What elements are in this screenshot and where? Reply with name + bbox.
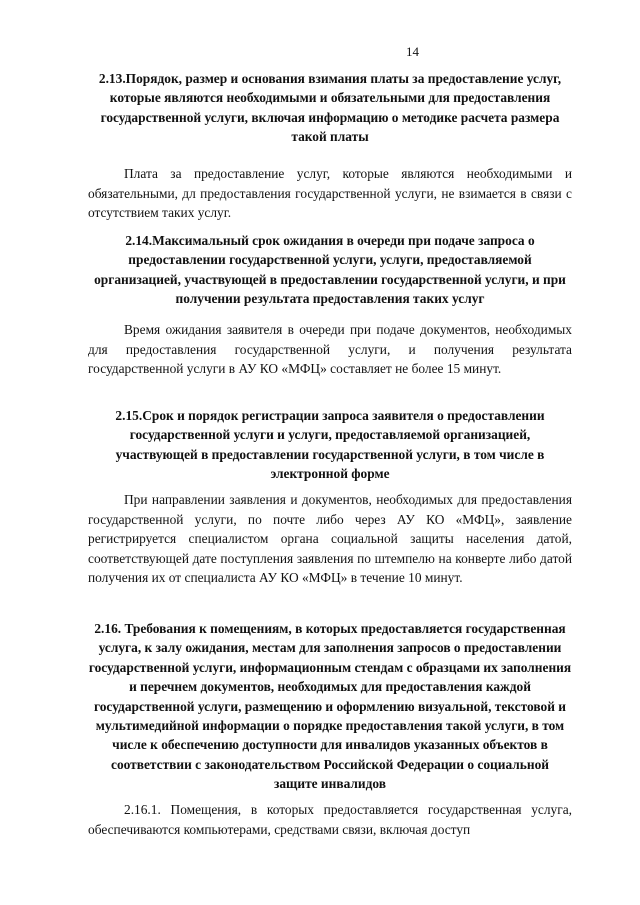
page-number: 14 [406,44,419,59]
section-2-15-heading: 2.15.Срок и порядок регистрации запроса заявителя о предоставлении государственной услуги и услуги, предоставляемой организацией, участвующей в предоставлении государственной услуги, в том числе в электронной форме [115,408,545,482]
section-2-14-heading: 2.14.Максимальный срок ожидания в очереди при подаче запроса о предоставлении государственной услуги, услуги, предоставляемой организацией, участвующей в предоставлении государственной услуги, и при получении результата предоставления таких услуг [94,233,566,307]
section-2-13-paragraph: Плата за предоставление услуг, которые являются необходимыми и обязательными, дл предоставления государственной услуги, не взимается в связи с отсутствием таких услуг. [88,166,572,221]
section-2-15-paragraph: При направлении заявления и документов, необходимых для предоставления государственной услуги, по почте либо через АУ КО «МФЦ», заявление регистрируется специалистом органа социальной защиты населения датой, соответствующей дате поступления заявления по штемпелю на конверте либо датой получения их от специалиста АУ КО «МФЦ» в течение 10 минут. [88,492,572,586]
section-2-13-heading: 2.13.Порядок, размер и основания взимания платы за предоставление услуг, которые являются необходимыми и обязательными для предоставления государственной услуги, включая информацию о методике расчета размера такой платы [98,71,562,145]
section-2-16-heading: 2.16. Требования к помещениям, в которых предоставляется государственная услуга, к залу ожидания, местам для заполнения запросов о предоставлении государственной услуги, информационным стендам с образцами их заполнения и перечнем документов, необходимых для предоставления каждой государственной услуги, размещению и оформлению визуальной, текстовой и мультимедийной информации о порядке предоставления такой услуги, в том числе к обеспечению доступности для инвалидов указанных объектов в соответствии с законодательством Российской Федерации о социальной защите инвалидов [88,621,572,792]
section-2-16-paragraph: 2.16.1. Помещения, в которых предоставляется государственная услуга, обеспечиваются компьютерами, средствами связи, включая доступ [88,802,572,837]
section-2-14-paragraph: Время ожидания заявителя в очереди при подаче документов, необходимых для предоставления государственной услуги, и получения результата государственной услуги в АУ КО «МФЦ» составляет не более 15 минут. [88,322,572,377]
